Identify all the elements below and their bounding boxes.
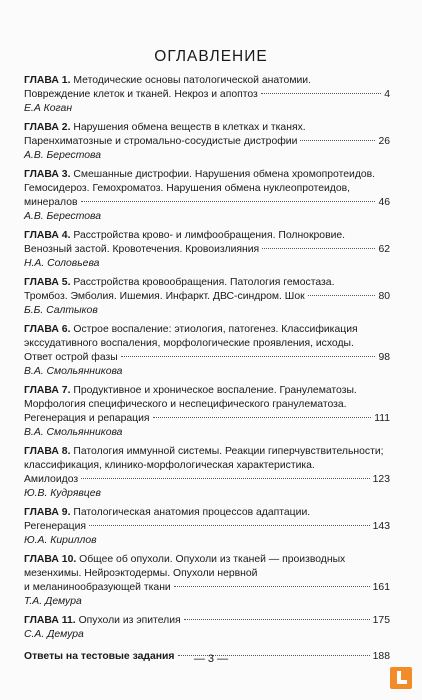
entry-first-line [24,229,390,243]
entry-first-line [24,506,390,520]
page-ref: 98 [378,352,390,363]
entry-middle-line: экссудативного воспаления, морфологические проявления, исходы. [24,338,354,349]
entry-author: Т.А. Демура [24,596,82,607]
entry-author: Ю.В. Кудрявцев [24,488,101,499]
entry-first-line [24,276,390,290]
page-ref: 111 [374,413,390,424]
entry-last-line [24,290,390,304]
entry-last-line [24,88,390,102]
entry-first-line [24,445,390,459]
entry-last-text-content: Венозный застой. Кровотечения. Кровоизлияния [24,244,260,255]
toc-entry [24,168,390,224]
chapter-label: ГЛАВА 5. [24,277,71,288]
chapter-label: ГЛАВА 10. [24,554,77,565]
entry-last-line [24,351,390,365]
toc-entry [24,506,390,548]
dot-leader [300,140,375,141]
chapter-label: ГЛАВА 1. [24,75,71,86]
entry-middle-line: Морфология специфического и неспецифического гранулематоза. [24,399,347,410]
page-ref: 143 [372,521,390,532]
answers-label: Ответы на тестовые задания [24,651,175,662]
page-ref: 123 [372,474,390,485]
chapter-label: ГЛАВА 6. [24,324,71,335]
entry-author: Н.А. Соловьева [24,258,100,269]
entry-author: В.А. Смольянникова [24,427,123,438]
entry-author: Б.Б. Салтыков [24,305,98,316]
publisher-logo-icon [390,667,412,689]
page-ref: 46 [378,197,390,208]
chapter-label: ГЛАВА 9. [24,507,71,518]
entry-last-line [24,581,390,595]
page-ref: 80 [378,291,390,302]
entry-first-line [24,168,390,182]
entry-first-line [24,121,390,135]
dot-leader [261,93,381,94]
entry-last-line [24,135,390,149]
toc-title: ОГЛАВЛЕНИЕ [154,48,268,65]
page-ref: 175 [372,615,390,626]
dot-leader [81,201,376,202]
chapter-label: ГЛАВА 3. [24,169,71,180]
entry-author: С.А. Демура [24,629,84,640]
entry-author: А.В. Берестова [24,150,101,161]
entry-last-text [24,614,181,628]
entry-last-text [24,88,258,102]
entry-first-line [24,553,390,567]
entry-last-line [24,412,390,426]
entry-last-text [24,473,78,487]
entry-last-line [24,243,390,257]
chapter-label: ГЛАВА 7. [24,385,71,396]
toc-entry [24,384,390,440]
entry-last-text-content: Ответ острой фазы [24,352,118,363]
toc-entry [24,229,390,271]
entry-last-text-content: Тромбоз. Эмболия. Ишемия. Инфаркт. ДВС-синдром. Шок [24,291,305,302]
entry-last-text-content: Регенерация и репарация [24,413,150,424]
chapter-label: ГЛАВА 4. [24,230,71,241]
dot-leader [121,356,376,357]
entry-first-line [24,323,390,337]
entry-author: Е.А Коган [24,103,73,114]
dot-leader [308,295,376,296]
entry-last-text-content: Регенерация [24,521,87,532]
page-ref: 62 [378,244,390,255]
entry-title-text: Расстройства крово- и лимфообращения. Полнокровие. [73,230,346,241]
entry-last-text [24,196,78,210]
toc-entry [24,323,390,379]
entry-title-text: Общее об опухоли. Опухоли из тканей — производных [79,554,346,565]
dot-leader [262,248,375,249]
page-number: — 3 — [193,653,229,665]
entry-title-text: Патологическая анатомия процессов адаптации. [73,507,311,518]
entry-last-text-content: Опухоли из эпителия [78,615,181,626]
toc-entry [24,614,390,642]
entry-middle-line: Гемосидероз. Гемохроматоз. Нарушения обмена нуклеопротеидов, [24,183,351,194]
entry-author: Ю.А. Кириллов [24,535,97,546]
entry-last-text-content: Паренхиматозные и стромально-сосудистые дистрофии [24,136,298,147]
entry-last-line [24,196,390,210]
entry-last-text [24,520,86,534]
page-ref: 188 [372,651,390,662]
entry-last-text [24,581,171,595]
page-ref: 4 [384,89,390,100]
toc-entry [24,276,390,318]
entry-first-line [24,384,390,398]
dot-leader [184,619,370,620]
entry-last-text-content: Повреждение клеток и тканей. Некроз и апоптоз [24,89,258,100]
entry-title-text: Острое воспаление: этиология, патогенез. Классификация [73,324,358,335]
entry-last-text-content: Амилоидоз [24,474,79,485]
chapter-label: ГЛАВА 8. [24,446,71,457]
toc-entry [24,121,390,163]
table-of-contents [24,74,390,669]
toc-entry [24,445,390,501]
entry-title-text: Смешанные дистрофии. Нарушения обмена хромопротеидов. [73,169,376,180]
entry-last-text [24,351,118,365]
dot-leader [174,586,370,587]
chapter-label: ГЛАВА 2. [24,122,71,133]
entry-title-text: Расстройства кровообращения. Патология гемостаза. [73,277,335,288]
toc-entry [24,74,390,116]
dot-leader [81,478,370,479]
dot-leader [153,417,372,418]
entry-title-text: Нарушения обмена веществ в клетках и тканях. [73,122,306,133]
page-ref: 161 [372,582,390,593]
page-ref: 26 [378,136,390,147]
entry-middle-line: классификация, клинико-морфологическая характеристика. [24,460,315,471]
entry-last-line [24,473,390,487]
entry-author: А.В. Берестова [24,211,101,222]
entry-last-text [24,412,150,426]
entry-last-line [24,614,390,628]
chapter-label: ГЛАВА 11. [24,615,76,626]
entry-last-text-content: и меланинообразующей ткани [24,582,171,593]
toc-entry [24,553,390,609]
entry-last-line [24,520,390,534]
entry-last-text [24,290,305,304]
entry-middle-line: мезенхимы. Нейроэктодермы. Опухоли нервной [24,568,258,579]
dot-leader [89,525,370,526]
logo-mark-horizontal [397,680,407,684]
entry-first-line [24,74,390,88]
entry-last-text [24,135,297,149]
entry-last-text-content: минералов [24,197,78,208]
entry-last-text [24,243,259,257]
entry-author: В.А. Смольянникова [24,366,123,377]
entry-title-text: Патология иммунной системы. Реакции гиперчувствительности; [73,446,384,457]
entry-title-text: Методические основы патологической анатомии. [73,75,311,86]
entry-title-text: Продуктивное и хроническое воспаление. Гранулематозы. [73,385,357,396]
